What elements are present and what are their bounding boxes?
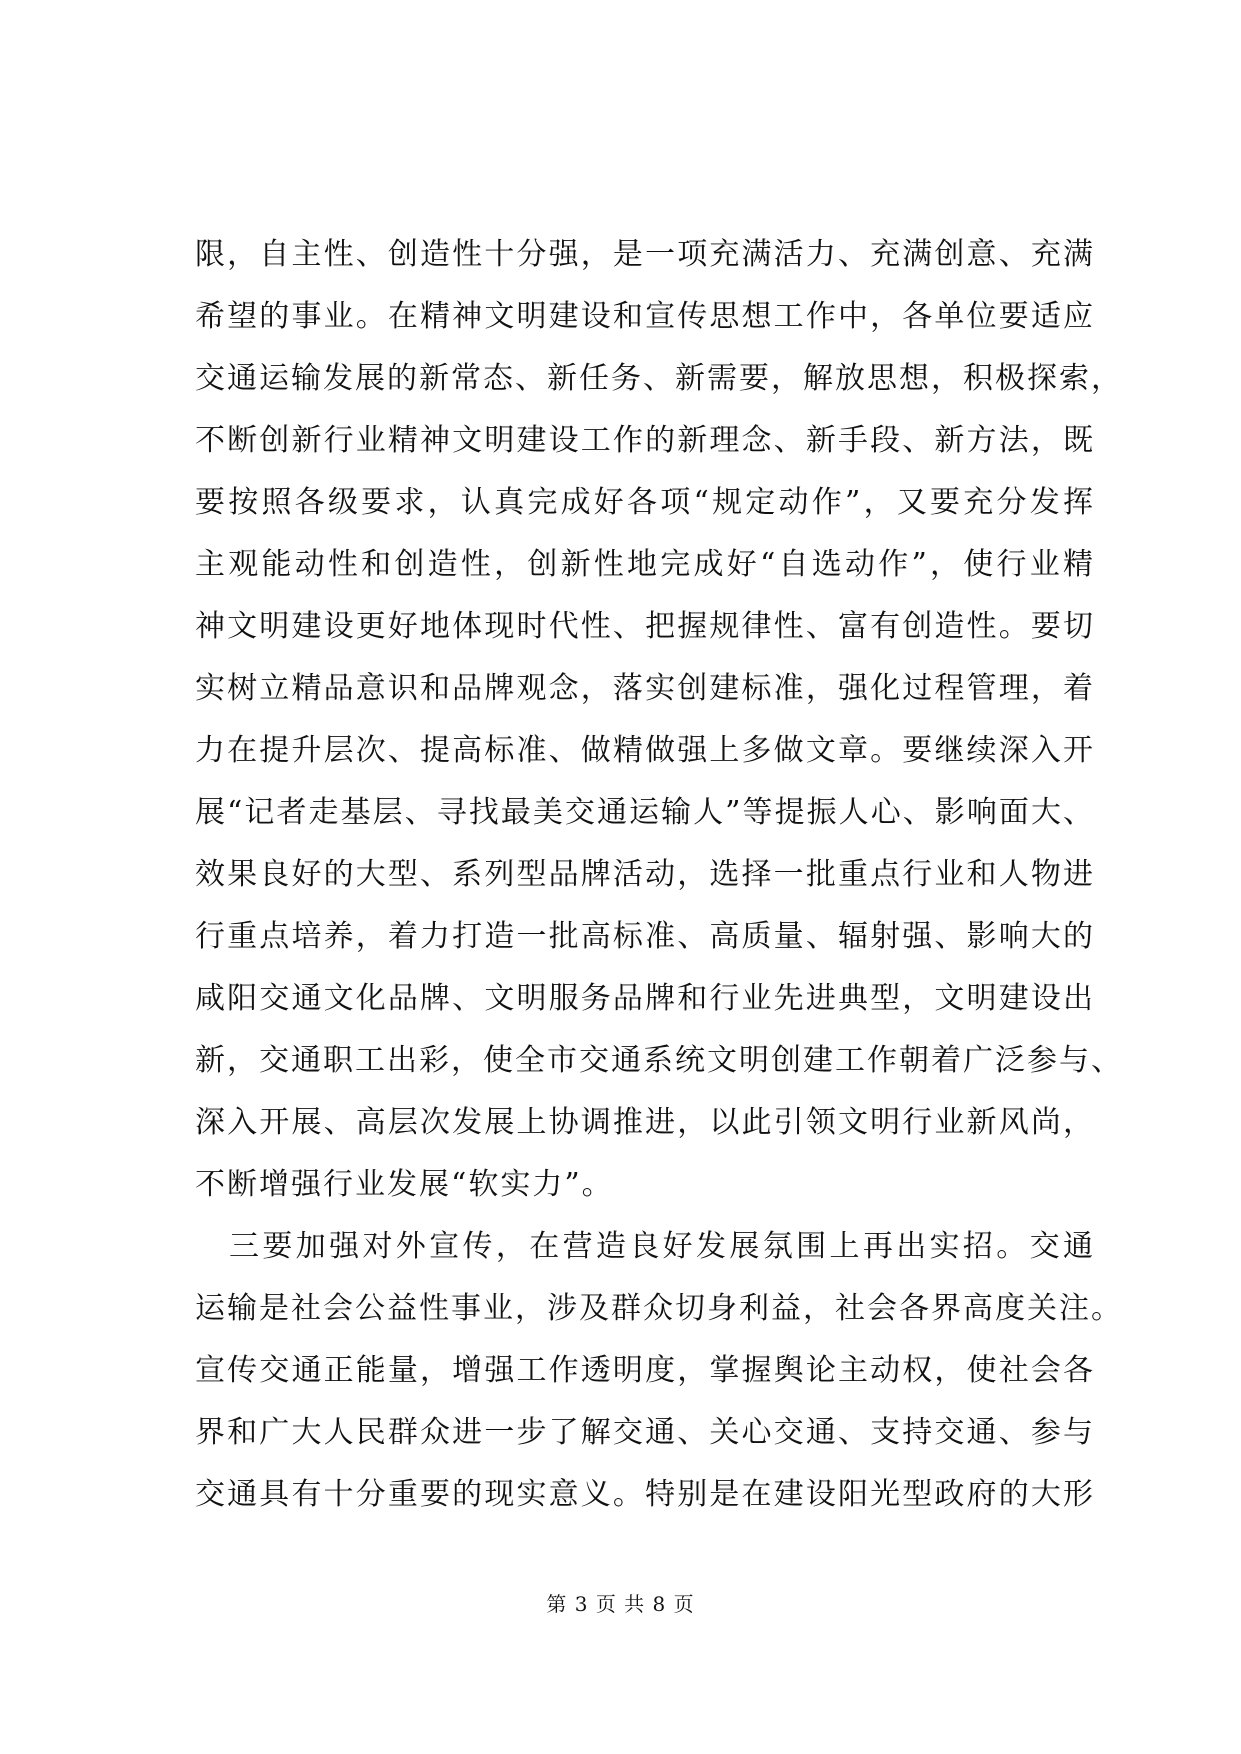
paragraph-end-line: 不断增强行业发展“软实力”。	[195, 1167, 614, 1202]
text-line: 要按照各级要求，认真完成好各项“规定动作”，又要充分发挥	[195, 485, 1095, 520]
text-line: 新，交通职工出彩，使全市交通系统文明创建工作朝着广泛参与、	[195, 1043, 1123, 1078]
text-line: 界和广大人民群众进一步了解交通、关心交通、支持交通、参与	[195, 1415, 1095, 1450]
text-line: 运输是社会公益性事业，涉及群众切身利益，社会各界高度关注。	[195, 1291, 1123, 1326]
text-line: 力在提升层次、提高标准、做精做强上多做文章。要继续深入开	[195, 733, 1095, 768]
text-line: 行重点培养，着力打造一批高标准、高质量、辐射强、影响大的	[195, 919, 1095, 954]
text-line: 限，自主性、创造性十分强，是一项充满活力、充满创意、充满	[195, 237, 1095, 272]
text-line: 宣传交通正能量，增强工作透明度，掌握舆论主动权，使社会各	[195, 1353, 1095, 1388]
text-line: 神文明建设更好地体现时代性、把握规律性、富有创造性。要切	[195, 609, 1095, 644]
text-line: 实树立精品意识和品牌观念，落实创建标准，强化过程管理，着	[195, 671, 1095, 706]
body-text	[195, 224, 1123, 1526]
text-line: 展“记者走基层、寻找最美交通运输人”等提振人心、影响面大、	[195, 795, 1095, 830]
text-line: 主观能动性和创造性，创新性地完成好“自选动作”，使行业精	[195, 547, 1095, 582]
text-line: 效果良好的大型、系列型品牌活动，选择一批重点行业和人物进	[195, 857, 1095, 892]
text-line: 不断创新行业精神文明建设工作的新理念、新手段、新方法，既	[195, 423, 1095, 458]
text-line: 深入开展、高层次发展上协调推进，以此引领文明行业新风尚，	[195, 1105, 1095, 1140]
text-line: 交通具有十分重要的现实意义。特别是在建设阳光型政府的大形	[195, 1477, 1095, 1512]
text-line: 希望的事业。在精神文明建设和宣传思想工作中，各单位要适应	[195, 299, 1095, 334]
paragraph-first-line: 三要加强对外宣传，在营造良好发展氛围上再出实招。交通	[229, 1229, 1095, 1264]
page-number-footer: 第 3 页 共 8 页	[546, 1592, 695, 1616]
text-line: 咸阳交通文化品牌、文明服务品牌和行业先进典型，文明建设出	[195, 981, 1095, 1016]
text-line: 交通运输发展的新常态、新任务、新需要，解放思想，积极探索，	[195, 361, 1123, 396]
